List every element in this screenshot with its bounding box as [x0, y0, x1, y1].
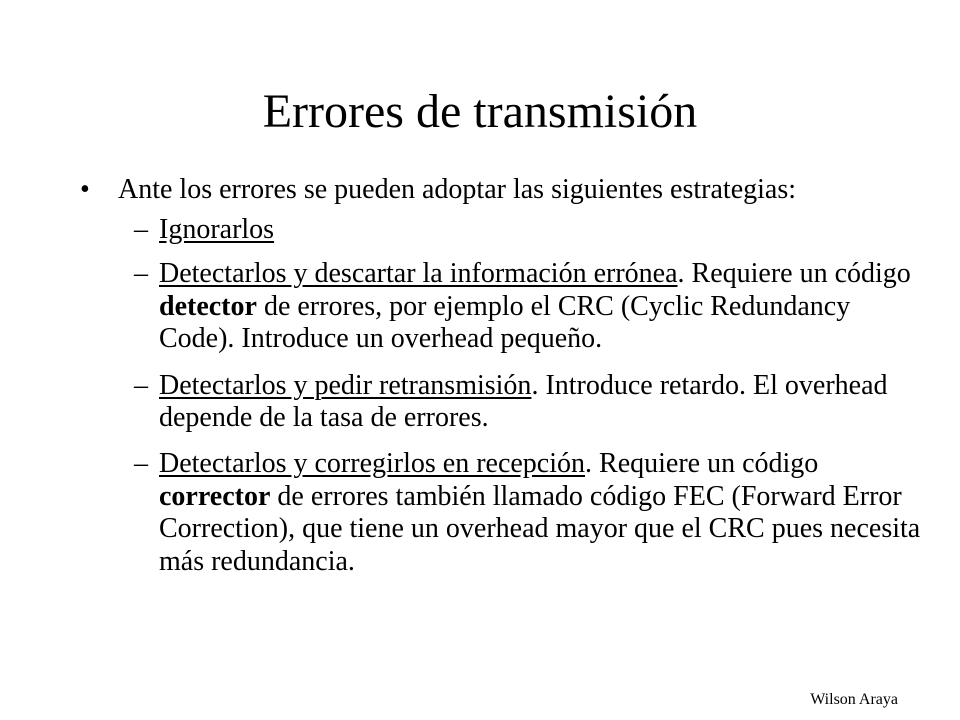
strategy-item-detect-correct — [134, 448, 924, 578]
strategy-text: de errores también llamado código FEC (Forward Error Correction), que tiene un overhead mayor que el CRC pues necesita más redundancia. — [159, 480, 921, 577]
strategy-item-detect-retransmit — [134, 370, 924, 435]
strategy-keyword: corrector — [159, 480, 271, 512]
main-bullet — [80, 172, 796, 208]
strategy-text: de errores, por ejemplo el CRC (Cyclic Redundancy Code). Introduce un overhead pequeño. — [159, 290, 851, 355]
slide-title: Errores de transmisión — [262, 85, 698, 138]
dash-marker: – — [134, 369, 148, 401]
strategy-list — [134, 214, 924, 592]
dash-marker: – — [134, 448, 148, 480]
strategy-heading: Ignorarlos — [159, 214, 275, 245]
dash-marker: – — [134, 258, 148, 290]
footer-author: Wilson Araya — [810, 691, 898, 708]
dash-marker: – — [134, 214, 148, 245]
strategy-heading: Detectarlos y corregirlos en recepción — [159, 448, 586, 480]
strategy-heading: Detectarlos y descartar la información errónea — [159, 258, 678, 290]
bullet-marker: • — [80, 174, 90, 205]
strategy-text: . Requiere un código — [585, 448, 819, 480]
strategy-keyword: detector — [159, 290, 257, 322]
strategy-text: . Requiere un código — [677, 258, 911, 290]
strategy-text: . Introduce retardo. El overhead depende de la tasa de errores. — [159, 369, 888, 434]
strategy-heading: Detectarlos y pedir retransmisión — [159, 369, 532, 401]
strategy-item-ignore — [134, 214, 924, 246]
strategy-item-detect-discard — [134, 258, 924, 355]
main-bullet-text: Ante los errores se pueden adoptar las siguientes estrategias: — [118, 174, 797, 205]
